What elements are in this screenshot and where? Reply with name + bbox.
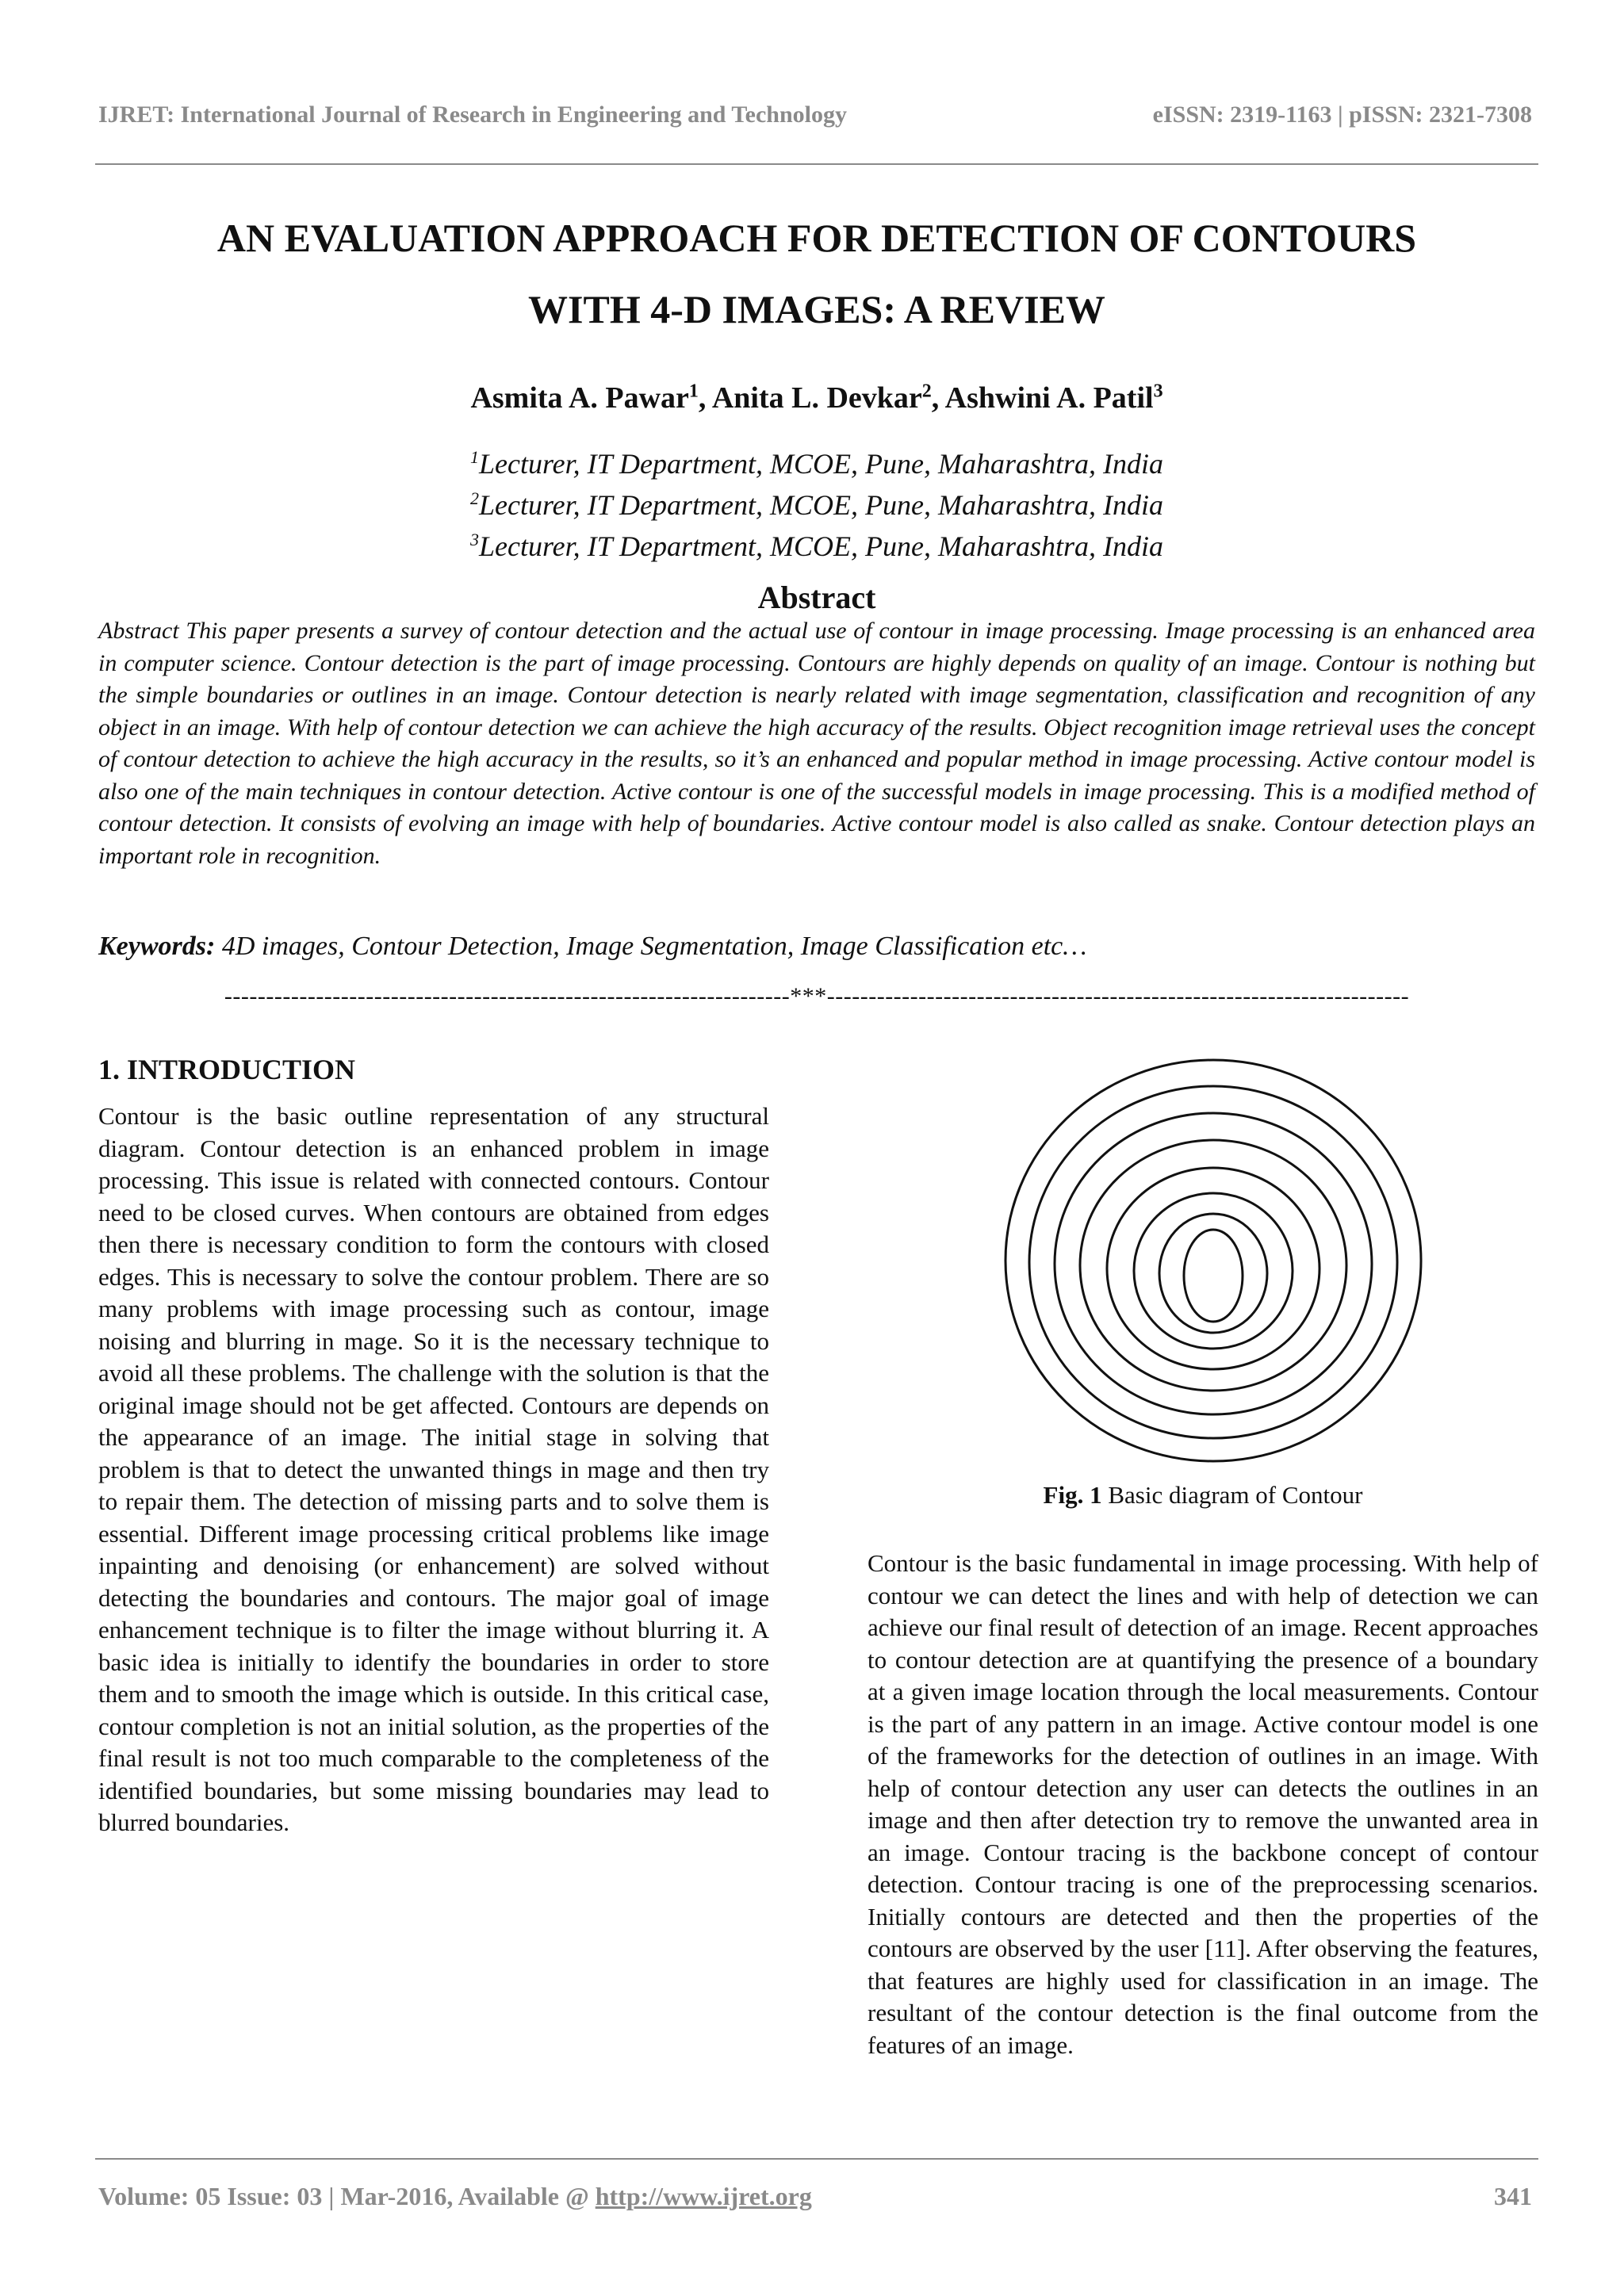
affiliation-3-sup: 3	[470, 530, 480, 549]
title-line-2: WITH 4-D IMAGES: A REVIEW	[528, 287, 1105, 331]
author-3-sup: 3	[1153, 381, 1163, 402]
footer-rule	[95, 2158, 1538, 2160]
author-3: Ashwini A. Patil	[944, 381, 1154, 415]
affiliation-1-text: Lecturer, IT Department, MCOE, Pune, Maharashtra, India	[479, 448, 1163, 480]
abstract-text: Abstract This paper presents a survey of contour detection and the actual use of contour in image processing. Image processing is an enhanced area in computer science. Contour detection is the part of image processing. Contours are highly depends on quality of an image. Contour is nothing but the simple boundaries or outlines in an image. Contour detection is nearly related with image segmentation, classification and recognition of any object in an image. With help of contour detection we can achieve the high accuracy of the results. Object recognition image retrieval uses the concept of contour detection to achieve the high accuracy in the results, so it’s an enhanced and popular method in image processing. Active contour model is also one of the main techniques in contour detection. Active contour is one of the successful models in image processing. This is a modified method of contour detection. It consists of evolving an image with help of boundaries. Active contour model is also called as snake. Contour detection plays an important role in recognition.	[98, 618, 1535, 869]
authors: Asmita A. Pawar$^1$, Anita L. Devkar$^2$, Ashwini A. Patil$^3$	[470, 381, 1163, 415]
journal-link[interactable]: http://www.ijret.org	[595, 2182, 812, 2210]
affiliation-1	[95, 440, 1538, 481]
keywords-text: 4D images, Contour Detection, Image Segmentation, Image Classification etc…	[215, 932, 1087, 961]
abstract-heading: Abstract	[757, 580, 876, 615]
header-rule	[95, 163, 1538, 165]
footer-volume-text: Volume: 05 Issue: 03 | Mar-2016, Available @	[98, 2182, 596, 2210]
contour-ring-7	[1159, 1214, 1267, 1333]
figure-label: Fig. 1	[1043, 1481, 1102, 1509]
section-separator: --------------------------------------------------------------------***----------------------------------------------------------------------	[224, 983, 1410, 1009]
contour-ring-1	[1005, 1060, 1421, 1461]
keywords-label: Keywords:	[98, 932, 216, 961]
affiliation-2-sup: 2	[470, 488, 480, 508]
affiliation-2	[95, 481, 1538, 522]
affiliation-3-text: Lecturer, IT Department, MCOE, Pune, Maharashtra, India	[479, 530, 1163, 562]
author-2-sup: 2	[921, 381, 932, 402]
journal-name: IJRET: International Journal of Research in Engineering and Technology	[98, 101, 848, 128]
paper-title	[95, 202, 1538, 345]
author-1: Asmita A. Pawar	[470, 381, 689, 415]
contour-ring-6	[1134, 1193, 1293, 1349]
contour-ring-8	[1184, 1230, 1243, 1322]
author-2: Anita L. Devkar	[711, 381, 922, 415]
title-line-1: AN EVALUATION APPROACH FOR DETECTION OF CONTOURS	[216, 216, 1417, 260]
page-number: 341	[1494, 2182, 1532, 2210]
intro-right-column: Contour is the basic fundamental in image processing. With help of contour we can detect the lines and with help of detection we can achieve our final result of detection of an image. Recent approaches to contour detection are at quantifying the presence of a boundary at a given image location through the local measurements. Contour is the part of any pattern in an image. Active contour model is one of the frameworks for the detection of outlines in an image. With help of contour detection any user can detects the outlines in an image and then after detection try to remove the unwanted area in an image. Contour tracing is the backbone concept of contour detection. Contour tracing is one of the preprocessing scenarios. Initially contours are detected and then the properties of the contours are observed by the user [11]. After observing the features, that features are highly used for classification in an image. The resultant of the contour detection is the final outcome from the features of an image.	[868, 1549, 1538, 2059]
affiliation-2-text: Lecturer, IT Department, MCOE, Pune, Maharashtra, India	[479, 489, 1163, 521]
contour-ring-5	[1107, 1168, 1320, 1369]
footer-volume	[98, 2182, 812, 2211]
affiliation-1-sup: 1	[470, 447, 480, 467]
author-1-sup: 1	[688, 381, 699, 402]
issn: eISSN: 2319-1163 | pISSN: 2321-7308	[1152, 101, 1532, 128]
figure-caption-text: Basic diagram of Contour	[1101, 1481, 1363, 1509]
contour-figure	[983, 1054, 1435, 1467]
affiliation-3	[95, 522, 1538, 564]
contour-ring-4	[1080, 1140, 1346, 1391]
intro-left-column: Contour is the basic outline representation of any structural diagram. Contour detection is an enhanced problem in image processing. This issue is related with connected contours. Contour need to be closed curves. When contours are obtained from edges then there is necessary condition to form the contours with closed edges. This is necessary to solve the contour problem. There are so many problems with image processing such as contour, image noising and blurring in mage. So it is the necessary technique to avoid all these problems. The challenge with the solution is that the original image should not be get affected. Contours are depends on the appearance of an image. The initial stage in solving that problem is that to detect the unwanted things in mage and then try to repair them. The detection of missing parts and to solve them is essential. Different image processing critical problems like image inpainting and denoising (or enhancement) are solved without detecting the boundaries and contours. The major goal of image enhancement technique is to filter the image without blurring it. A basic idea is initially to identify the boundaries in order to store them and to smooth the image which is outside. In this critical case, contour completion is not an initial solution, as the properties of the final result is not too much comparable to the completeness of the identified boundaries, but some missing boundaries may lead to blurred boundaries.	[98, 1102, 769, 1836]
affiliations	[95, 440, 1538, 564]
figure-caption	[868, 1481, 1538, 1510]
keywords	[98, 932, 1087, 962]
section-heading-introduction: 1. INTRODUCTION	[98, 1054, 356, 1085]
